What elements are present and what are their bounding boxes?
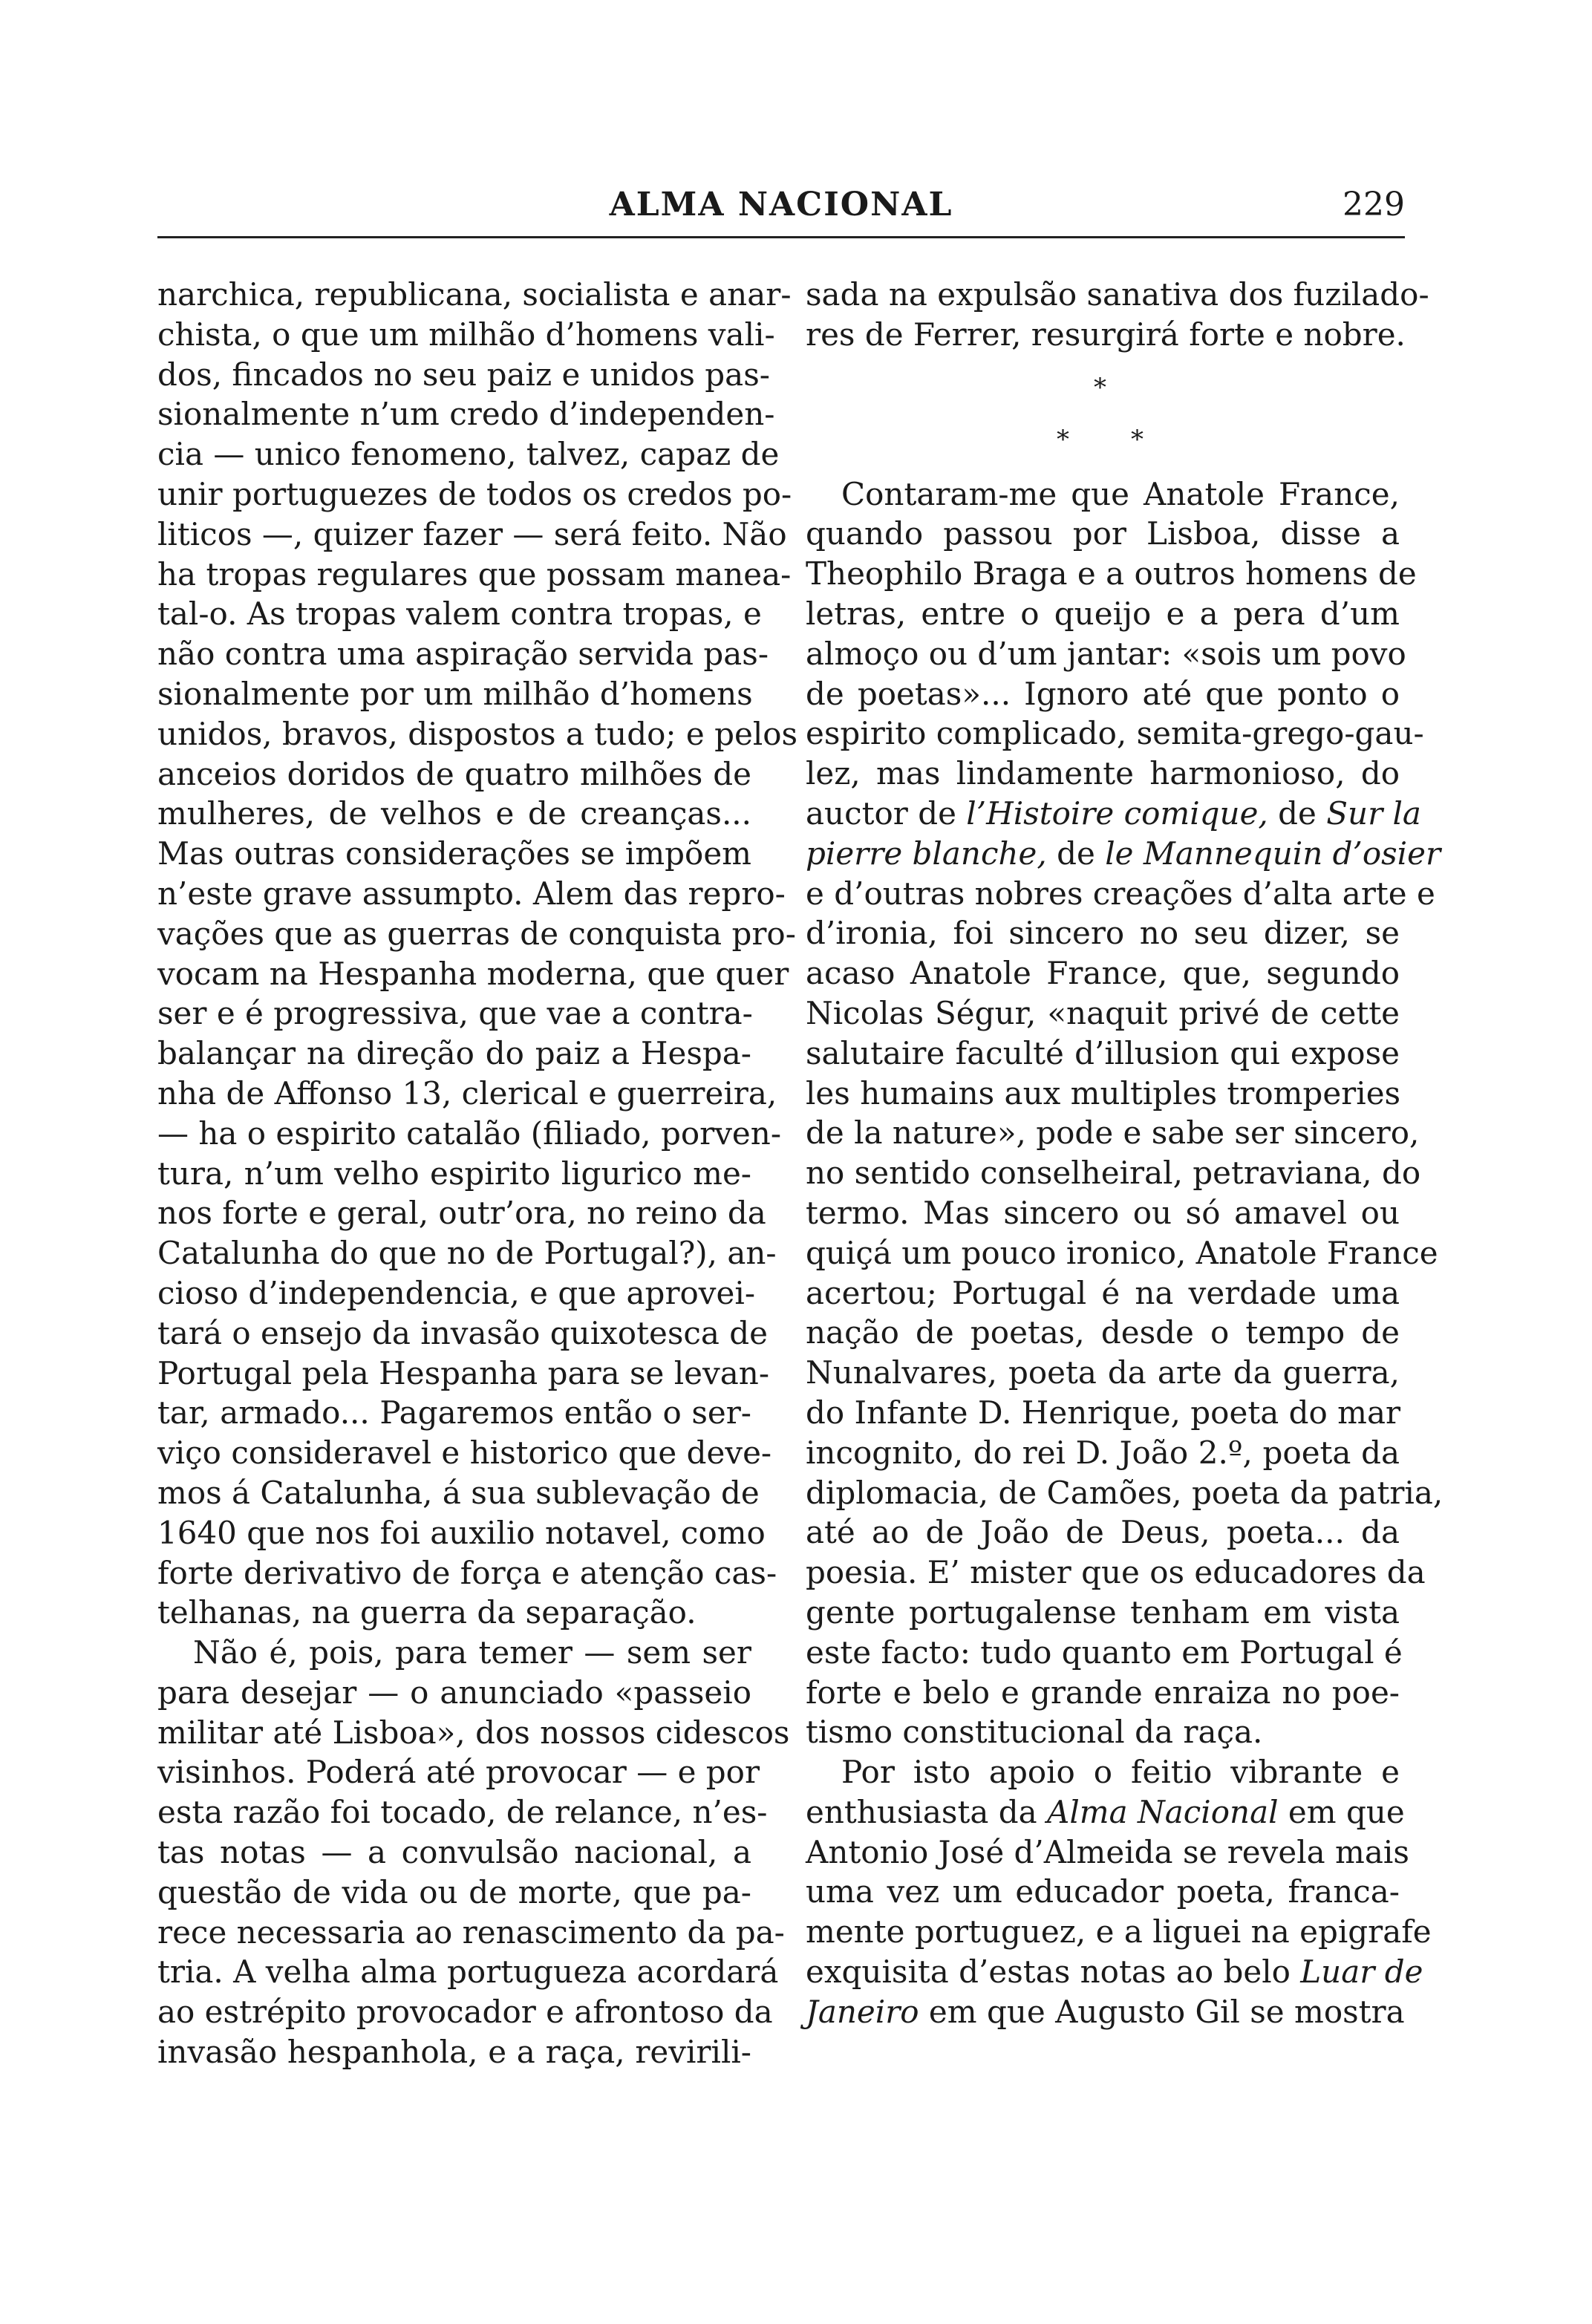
text-line: sada na expulsão sanativa dos fuzilado- bbox=[806, 276, 1429, 313]
text-line: n’este grave assumpto. Alem das repro- bbox=[157, 875, 786, 912]
running-header bbox=[157, 186, 1405, 230]
text-line: 1640 que nos foi auxilio notavel, como bbox=[157, 1514, 766, 1551]
text-line: ao estrépito provocador e afrontoso da bbox=[157, 1994, 773, 2031]
text-line: balançar na direção do paiz a Hespa- bbox=[157, 1035, 751, 1072]
text-line: letras, entre o queijo e a pera d’um bbox=[806, 595, 1400, 632]
right-column bbox=[806, 275, 1443, 2032]
asterisk: * bbox=[1057, 424, 1069, 454]
header-rule bbox=[157, 236, 1405, 238]
text-line: liticos —, quizer fazer — será feito. Não bbox=[157, 515, 787, 552]
text-line: invasão hespanhola, e a raça, revirili- bbox=[157, 2034, 751, 2071]
text-line: almoço ou d’um jantar: «sois um povo bbox=[806, 635, 1406, 672]
text-line: Theophilo Braga e a outros homens de bbox=[806, 555, 1417, 593]
text-line: gente portugalense tenham em vista bbox=[806, 1593, 1400, 1631]
asterisk: * bbox=[1131, 424, 1144, 454]
asterism bbox=[806, 355, 1400, 474]
text-line: — ha o espirito catalão (filiado, porven- bbox=[157, 1114, 782, 1152]
text-line: não contra uma aspiração servida pas- bbox=[157, 636, 769, 673]
text-line: ser e é progressiva, que vae a contra- bbox=[157, 995, 753, 1032]
text-line: Mas outras considerações se impõem bbox=[157, 835, 751, 872]
text-line: unir portuguezes de todos os credos po- bbox=[157, 475, 792, 512]
text-line: nação de poetas, desde o tempo de bbox=[806, 1314, 1400, 1351]
text-line: termo. Mas sincero ou só amavel ou bbox=[806, 1194, 1400, 1231]
left-column bbox=[157, 275, 798, 2072]
text-line: de la nature», pode e sabe ser sincero, bbox=[806, 1114, 1420, 1152]
text-line: tas notas — a convulsão nacional, a bbox=[157, 1834, 751, 1871]
text-line: Catalunha do que no de Portugal?), an- bbox=[157, 1235, 777, 1272]
text-line: de poetas»... Ignoro até que ponto o bbox=[806, 675, 1400, 712]
text-line: unidos, bravos, dispostos a tudo; e pelos bbox=[157, 715, 798, 752]
text-line: tura, n’um velho espirito ligurico me- bbox=[157, 1155, 751, 1192]
text-line: mulheres, de velhos e de creanças... bbox=[157, 795, 751, 832]
text-line: espirito complicado, semita-grego-gau- bbox=[806, 715, 1424, 752]
text-line: vocam na Hespanha moderna, que quer bbox=[157, 955, 789, 992]
text-line: e d’outras nobres creações d’alta arte e bbox=[806, 875, 1435, 912]
text-line: forte e belo e grande enraiza no poe- bbox=[806, 1674, 1400, 1711]
text-line: visinhos. Poderá até provocar — e por bbox=[157, 1754, 760, 1791]
text-line: nha de Affonso 13, clerical e guerreira, bbox=[157, 1074, 777, 1112]
text-line: vações que as guerras de conquista pro- bbox=[157, 915, 796, 952]
text-line: até ao de João de Deus, poeta... da bbox=[806, 1514, 1400, 1551]
text-line: res de Ferrer, resurgirá forte e nobre. bbox=[806, 316, 1406, 353]
text-line: Nicolas Ségur, «naquit privé de cette bbox=[806, 994, 1400, 1031]
text-line: tar, armado... Pagaremos então o ser- bbox=[157, 1394, 751, 1432]
text-line: telhanas, na guerra da separação. bbox=[157, 1594, 696, 1631]
text-line: cia — unico fenomeno, talvez, capaz de bbox=[157, 436, 780, 473]
text-line: ha tropas regulares que possam manea- bbox=[157, 555, 792, 593]
text-line: anceios doridos de quatro milhões de bbox=[157, 755, 751, 792]
text-line: sionalmente n’um credo d’independen- bbox=[157, 396, 775, 433]
text-line: este facto: tudo quanto em Portugal é bbox=[806, 1633, 1403, 1671]
text-line: do Infante D. Henrique, poeta do mar bbox=[806, 1394, 1401, 1431]
text-line: poesia. E’ mister que os educadores da bbox=[806, 1554, 1426, 1591]
text-line: d’ironia, foi sincero no seu dizer, se bbox=[806, 915, 1400, 952]
text-line: militar até Lisboa», dos nossos cidescos bbox=[157, 1714, 790, 1751]
text-line: exquisita d’estas notas ao belo Luar de bbox=[806, 1953, 1423, 1991]
page-number: 229 bbox=[1343, 186, 1405, 223]
running-title: ALMA NACIONAL bbox=[609, 186, 953, 223]
text-line: les humains aux multiples tromperies bbox=[806, 1074, 1401, 1112]
text-line: salutaire faculté d’illusion qui expose bbox=[806, 1034, 1400, 1071]
text-line: no sentido conselheiral, petraviana, do bbox=[806, 1155, 1421, 1192]
text-line: para desejar — o anunciado «passeio bbox=[157, 1674, 751, 1711]
text-line: mente portuguez, e a liguei na epigrafe bbox=[806, 1913, 1432, 1951]
text-line: Antonio José d’Almeida se revela mais bbox=[806, 1833, 1409, 1870]
text-line: viço consideravel e historico que deve- bbox=[157, 1434, 772, 1472]
text-line: cioso d’independencia, e que aprovei- bbox=[157, 1274, 756, 1311]
text-line: acertou; Portugal é na verdade uma bbox=[806, 1274, 1400, 1311]
text-line: lez, mas lindamente harmonioso, do bbox=[806, 755, 1400, 792]
text-line: uma vez um educador poeta, franca- bbox=[806, 1873, 1400, 1910]
text-line: mos á Catalunha, á sua sublevação de bbox=[157, 1474, 760, 1511]
text-line: rece necessaria ao renascimento da pa- bbox=[157, 1913, 785, 1951]
text-line: auctor de l’Histoire comique, de Sur la bbox=[806, 794, 1421, 832]
text-line: Por isto apoio o feitio vibrante e bbox=[841, 1754, 1400, 1791]
text-line: enthusiasta da Alma Nacional em que bbox=[806, 1793, 1405, 1830]
text-line: Contaram-me que Anatole France, bbox=[841, 475, 1400, 512]
text-line: pierre blanche, de le Mannequin d’osier bbox=[806, 835, 1441, 872]
text-line: quiçá um pouco ironico, Anatole France bbox=[806, 1234, 1438, 1271]
text-line: Portugal pela Hespanha para se levan- bbox=[157, 1354, 770, 1391]
text-line: Janeiro em que Augusto Gil se mostra bbox=[806, 1993, 1405, 2030]
text-line: dos, fincados no seu paiz e unidos pas- bbox=[157, 356, 770, 393]
text-line: tismo constitucional da raça. bbox=[806, 1714, 1263, 1751]
text-line: diplomacia, de Camões, poeta da patria, bbox=[806, 1474, 1443, 1511]
text-line: forte derivativo de força e atenção cas- bbox=[157, 1554, 777, 1591]
text-line: tará o ensejo da invasão quixotesca de bbox=[157, 1314, 769, 1351]
text-line: esta razão foi tocado, de relance, n’es- bbox=[157, 1794, 768, 1831]
text-line: incognito, do rei D. João 2.º, poeta da bbox=[806, 1434, 1400, 1471]
text-line: tal-o. As tropas valem contra tropas, e bbox=[157, 595, 762, 633]
text-line: Não é, pois, para temer — sem ser bbox=[193, 1634, 751, 1671]
text-line: nos forte e geral, outr’ora, no reino da bbox=[157, 1195, 766, 1232]
text-line: sionalmente por um milhão d’homens bbox=[157, 675, 753, 712]
asterisk: * bbox=[1094, 372, 1106, 402]
text-line: narchica, republicana, socialista e anar- bbox=[157, 276, 792, 313]
text-line: tria. A velha alma portugueza acordará bbox=[157, 1953, 779, 1991]
text-line: questão de vida ou de morte, que pa- bbox=[157, 1873, 751, 1910]
text-line: quando passou por Lisboa, disse a bbox=[806, 515, 1400, 552]
text-line: Nunalvares, poeta da arte da guerra, bbox=[806, 1354, 1400, 1391]
text-line: acaso Anatole France, que, segundo bbox=[806, 955, 1400, 992]
text-line: chista, o que um milhão d’homens vali- bbox=[157, 316, 775, 353]
